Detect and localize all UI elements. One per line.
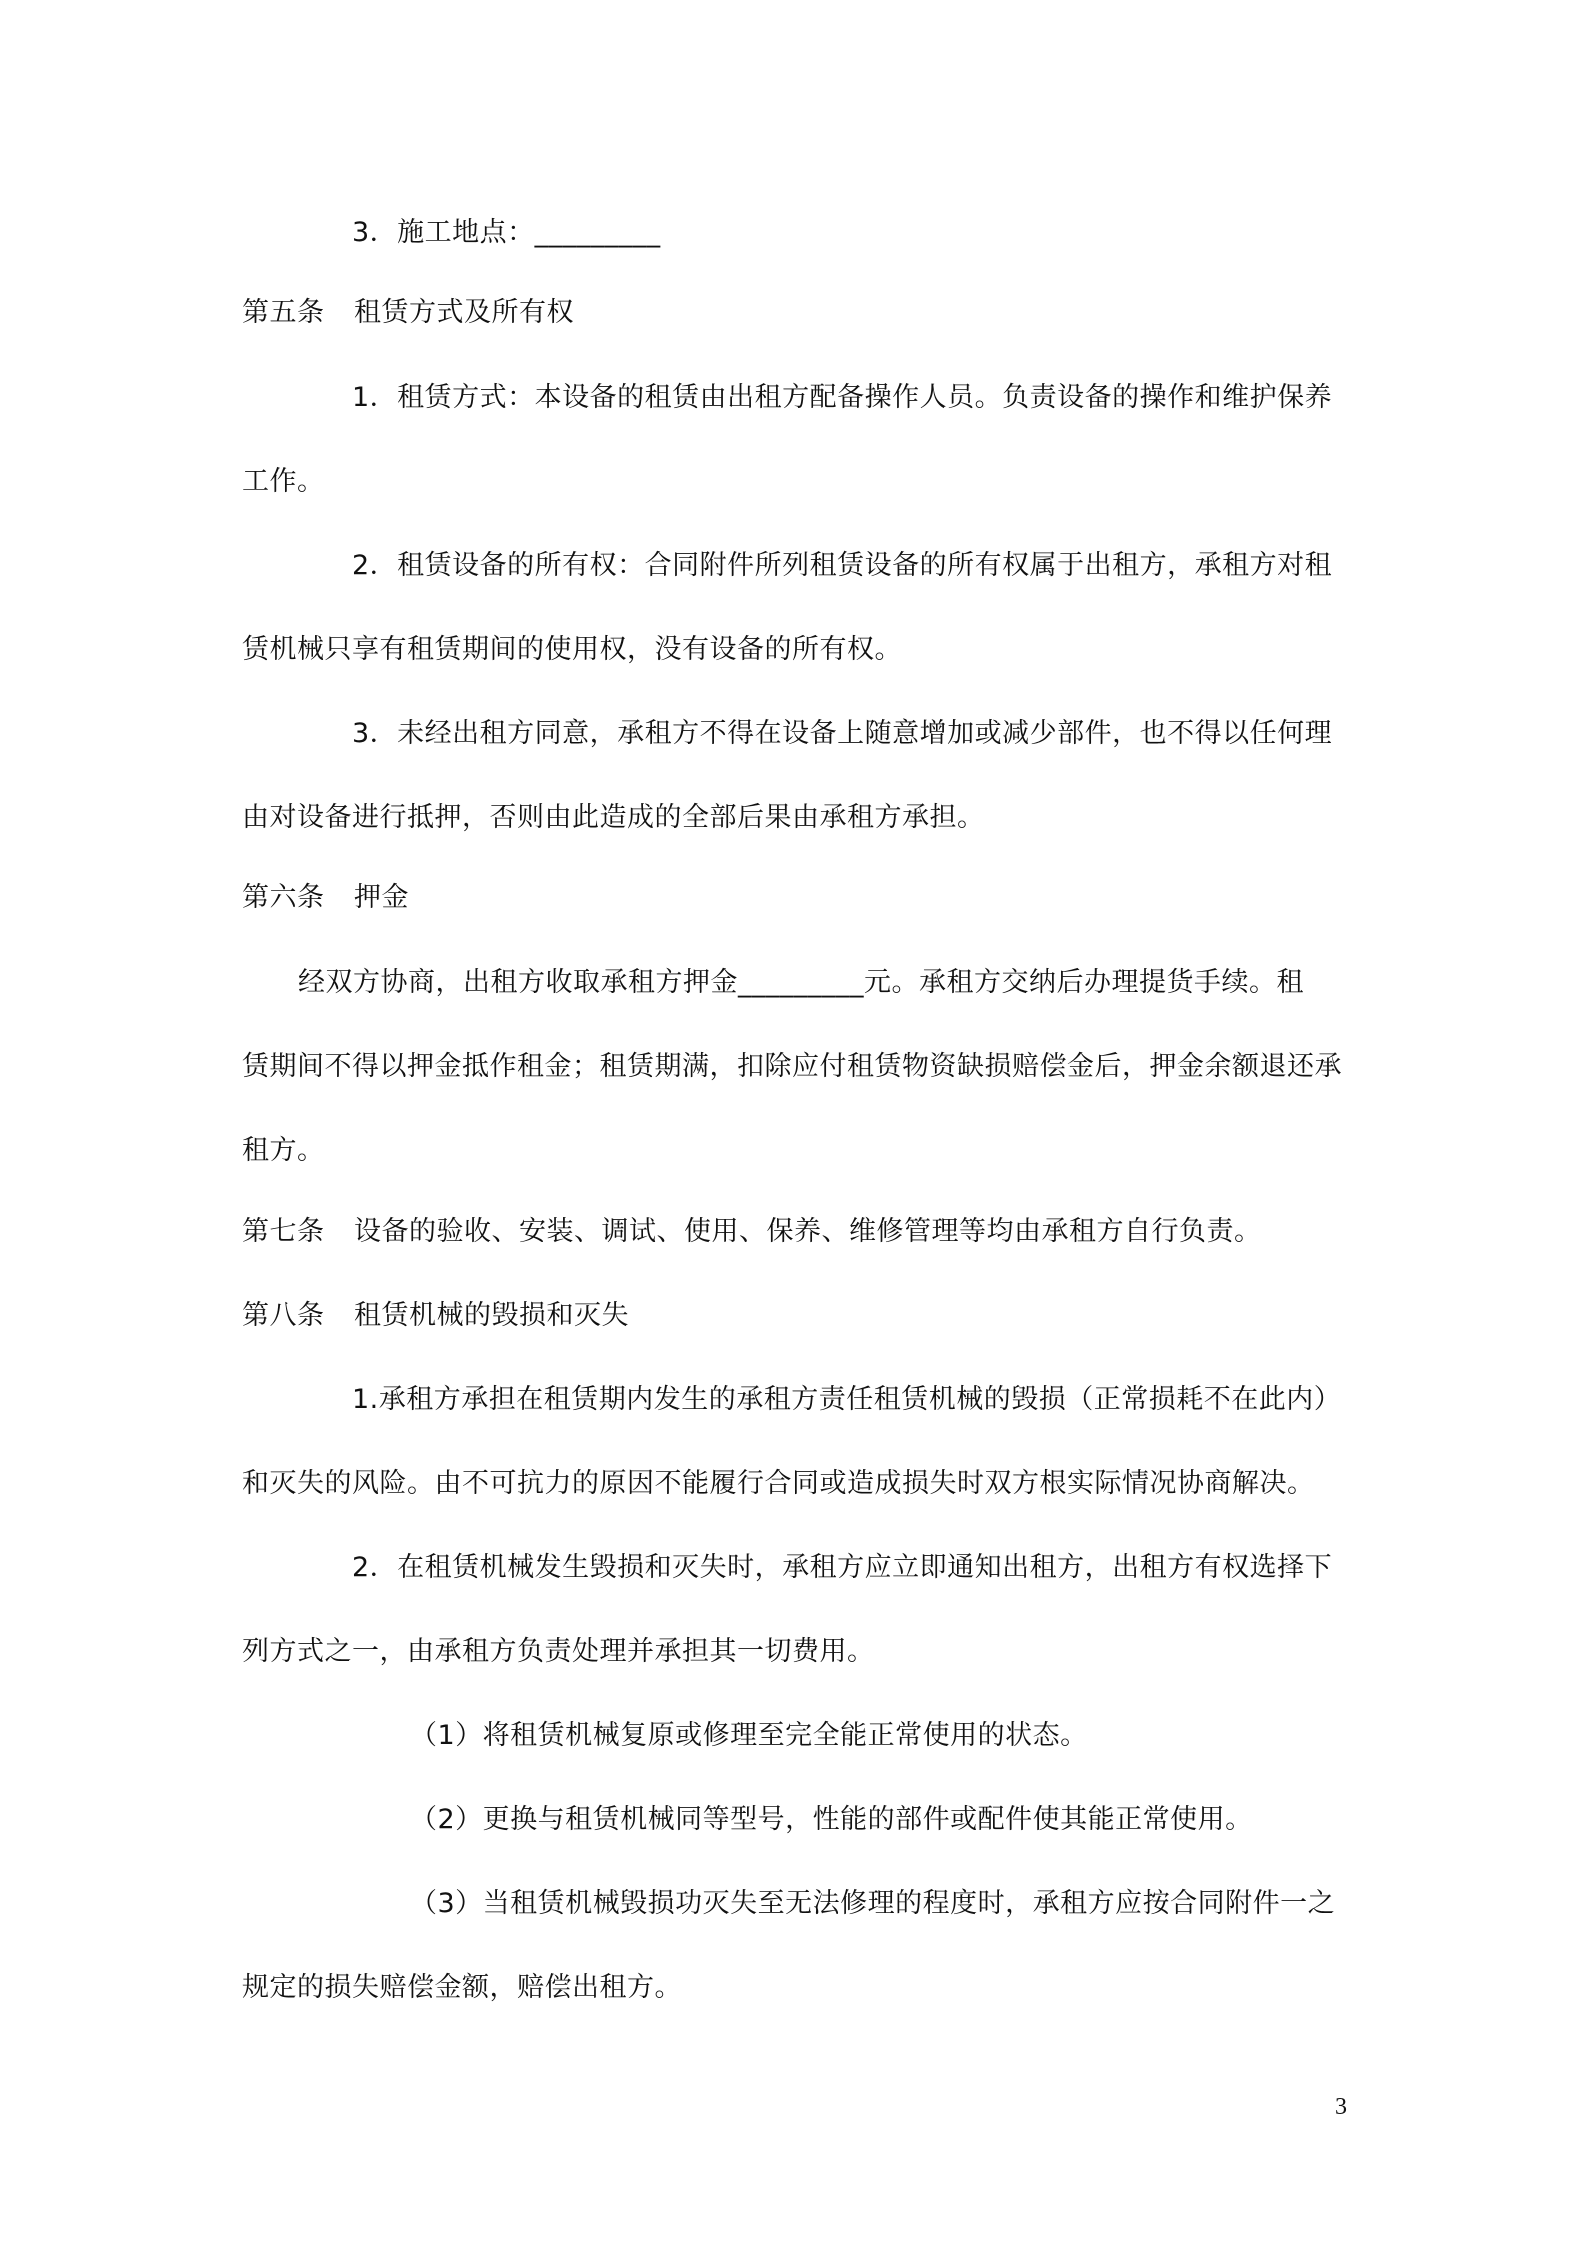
article-title: 租赁方式及所有权	[354, 297, 574, 328]
text-line: 工作。	[242, 466, 325, 497]
text-line: 2．租赁设备的所有权：合同附件所列租赁设备的所有权属于出租方，承租方对租	[352, 550, 1333, 581]
article-label: 第八条	[242, 1300, 325, 1331]
article-heading	[242, 1296, 629, 1336]
text-line: （2）更换与租赁机械同等型号，性能的部件或配件使其能正常使用。	[410, 1804, 1253, 1835]
text-line: （3）当租赁机械毁损功灭失至无法修理的程度时，承租方应按合同附件一之	[410, 1888, 1336, 1919]
article-title: 设备的验收、安装、调试、使用、保养、维修管理等均由承租方自行负责。	[354, 1216, 1262, 1247]
article-heading	[242, 1212, 1262, 1252]
text-line: 3．未经出租方同意，承租方不得在设备上随意增加或减少部件，也不得以任何理	[352, 718, 1333, 749]
text-line: 经双方协商，出租方收取承租方押金_________元。承租方交纳后办理提货手续。租	[298, 967, 1304, 998]
text-line: 和灭失的风险。由不可抗力的原因不能履行合同或造成损失时双方根实际情况协商解决。	[242, 1468, 1315, 1499]
text-line: 租方。	[242, 1135, 325, 1166]
text-line: 赁期间不得以押金抵作租金；租赁期满，扣除应付租赁物资缺损赔偿金后，押金余额退还承	[242, 1051, 1342, 1082]
text-line: 赁机械只享有租赁期间的使用权，没有设备的所有权。	[242, 634, 902, 665]
text-line: 1.承租方承担在租赁期内发生的承租方责任租赁机械的毁损（正常损耗不在此内）	[352, 1384, 1342, 1415]
text-line: 由对设备进行抵押，否则由此造成的全部后果由承租方承担。	[242, 802, 985, 833]
text-line: 列方式之一，由承租方负责处理并承担其一切费用。	[242, 1636, 875, 1667]
text-line: 1．租赁方式：本设备的租赁由出租方配备操作人员。负责设备的操作和维护保养	[352, 382, 1333, 413]
text-line: 规定的损失赔偿金额，赔偿出租方。	[242, 1972, 682, 2003]
article-title: 租赁机械的毁损和灭失	[354, 1300, 629, 1331]
article-title: 押金	[354, 882, 409, 913]
text-line: 3．施工地点：_________	[352, 217, 661, 248]
article-label: 第七条	[242, 1216, 325, 1247]
page-number: 3	[1335, 2094, 1347, 2120]
text-line: （1）将租赁机械复原或修理至完全能正常使用的状态。	[410, 1720, 1088, 1751]
article-label: 第六条	[242, 882, 325, 913]
article-heading	[242, 293, 574, 333]
text-line: 2．在租赁机械发生毁损和灭失时，承租方应立即通知出租方，出租方有权选择下	[352, 1552, 1333, 1583]
article-label: 第五条	[242, 297, 325, 328]
article-heading	[242, 878, 409, 918]
